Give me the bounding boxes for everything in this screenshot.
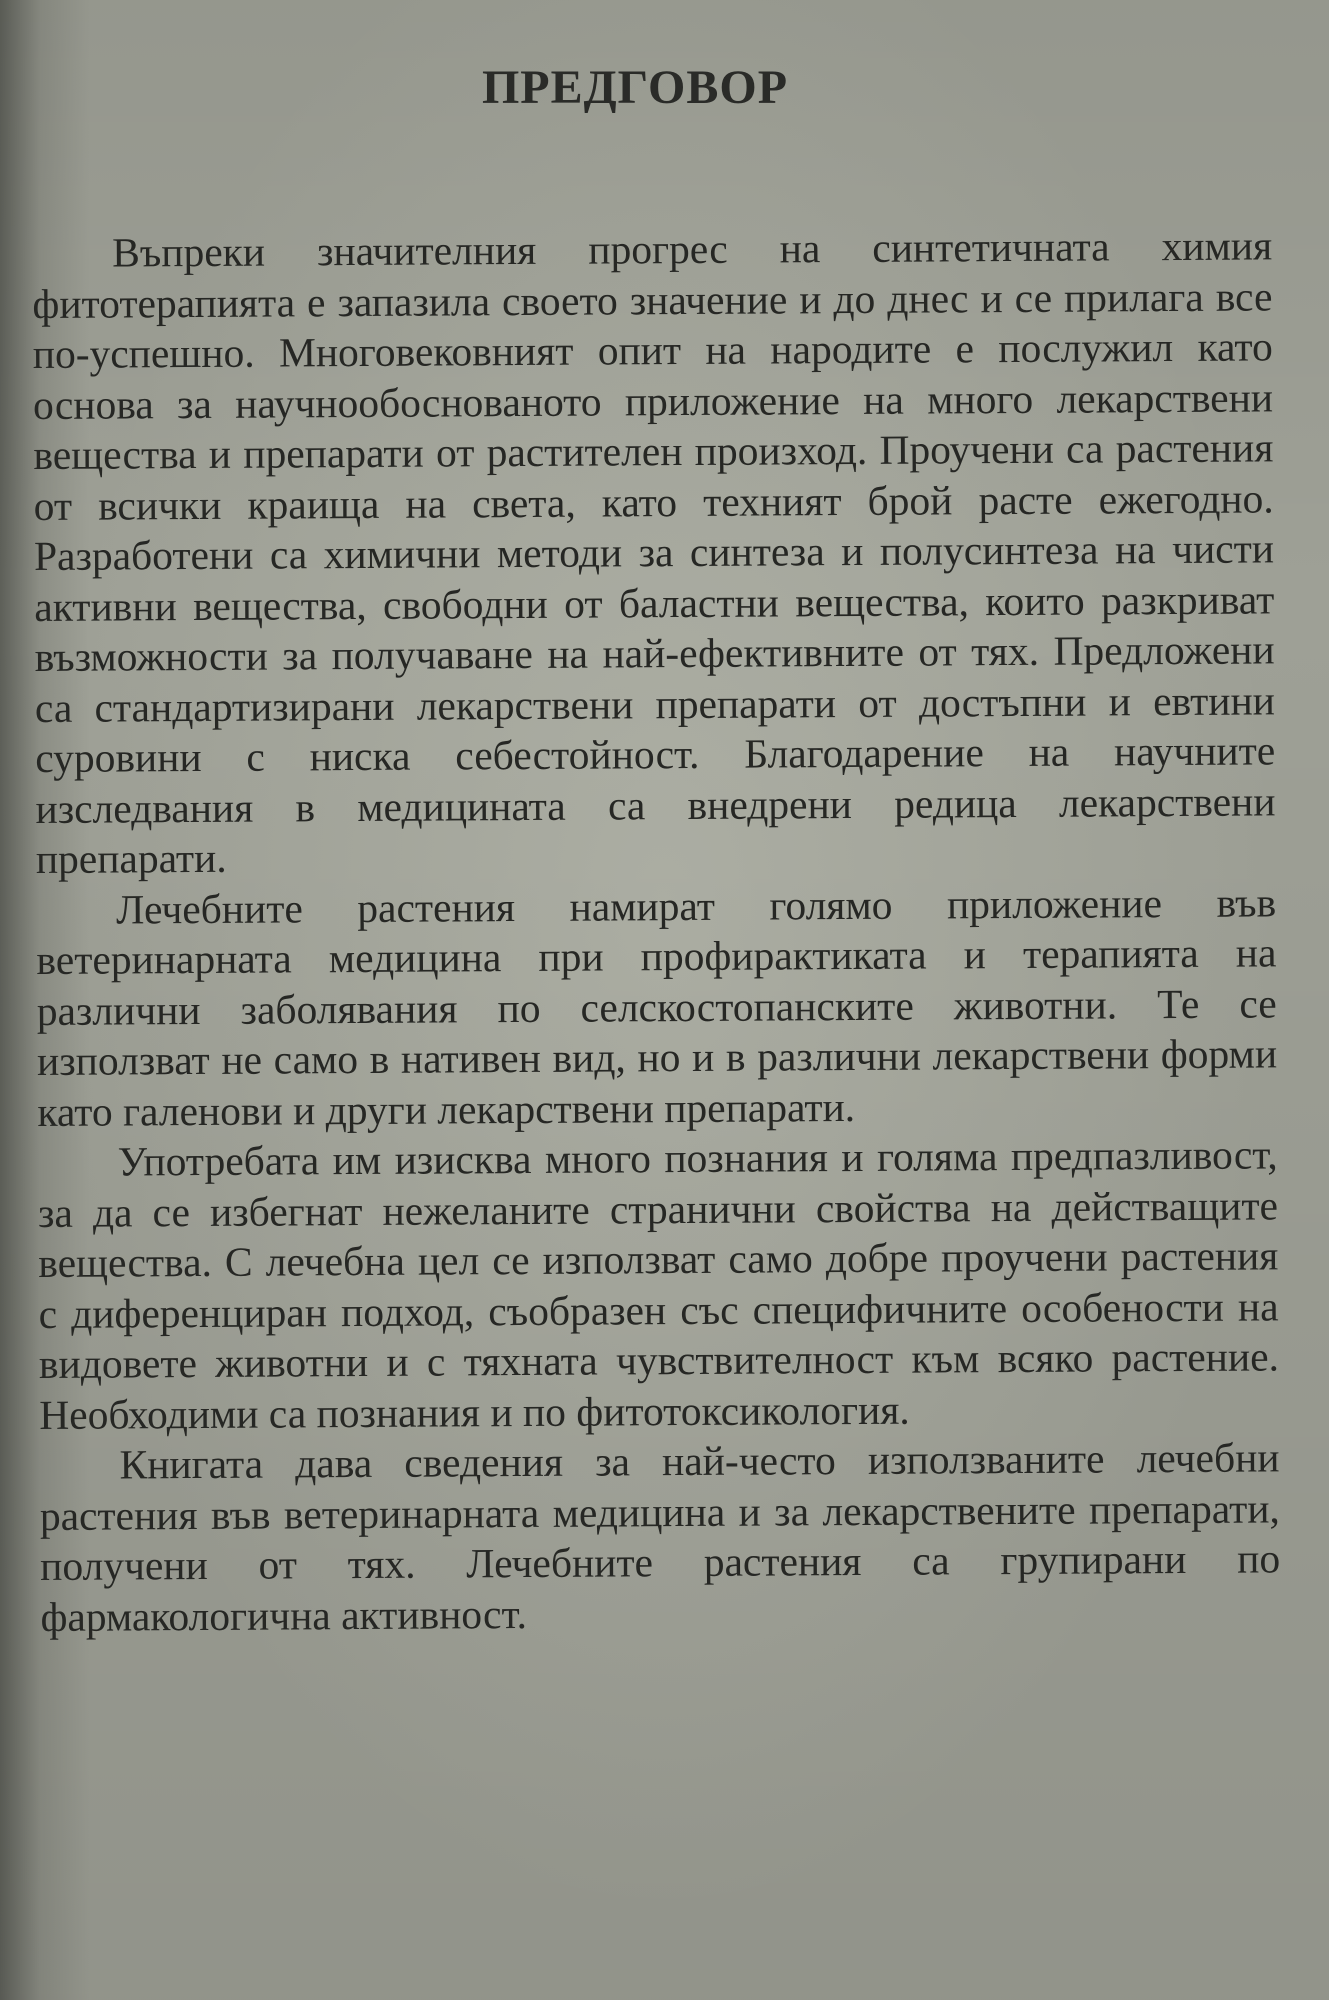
paragraph-3: Употребата им изисква много познания и голяма предпазливост, за да се избегнат нежеланите странични свойства на действащите вещества. С лечебна цел се използват само добре проучени растения с диференциран подход, съобразен със специфичните особености на видовете животни и с тяхната чувствителност към всяко растение. Необходими са познания и по фитотоксикология. — [37, 1131, 1280, 1438]
page-title: ПРЕДГОВОР — [481, 61, 789, 114]
paragraph-2: Лечебните растения намират голямо приложение във ветеринарната медицина при профирактиката и терапията на различни заболявания по селскостопанските животни. Те се използват не само в нативен вид, но и в различни лекарствени форми като галенови и други лекарствени препарати. — [36, 878, 1278, 1135]
paragraph-1: Въпреки значителния прогрес на синтетичната химия фитотерапията е запазила своето значение и до днес и се прилага все по-успешно. Многовековният опит на народите е послужил като основа за научнообоснованото приложение на много лекарствени вещества и препарати от растителен произход. Проучени са растения от всички краища на света, като техният брой расте ежегодно. Разработени са химични методи за синтеза и полусинтеза на чисти активни вещества, свободни от баластни вещества, които разкриват възможности за получаване на най-ефективните от тях. Предложени са стандартизирани лекарствени препарати от достъпни и евтини суровини с ниска себестойност. Благодарение на научните изследвания в медицината са внедрени редица лекарствени препарати. — [32, 222, 1276, 882]
preface-body — [32, 220, 1281, 1642]
paragraph-4: Книгата дава сведения за най-често използваните лечебни растения във ветеринарната медицина и за лекарствените препарати, получени от тях. Лечебните растения са групирани по фармакологична активност. — [39, 1434, 1281, 1640]
